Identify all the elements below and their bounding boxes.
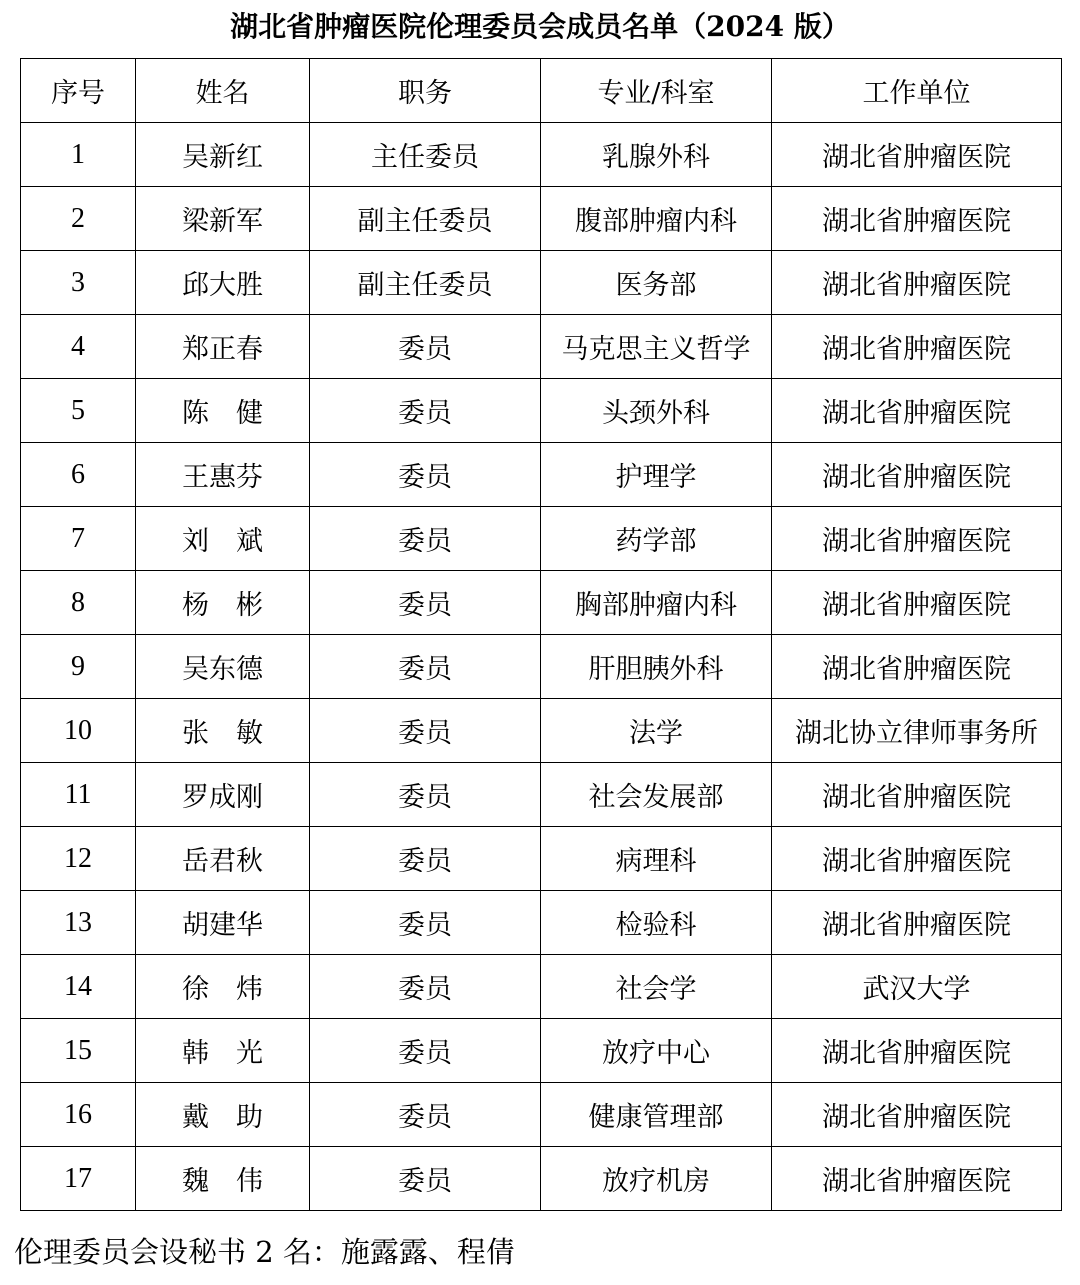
cell-name: 魏 伟 (136, 1147, 310, 1211)
cell-number: 1 (21, 123, 136, 187)
cell-name: 罗成刚 (136, 763, 310, 827)
cell-position: 主任委员 (310, 123, 541, 187)
table-row (21, 827, 1062, 891)
cell-specialty: 药学部 (541, 507, 772, 571)
table-row (21, 1147, 1062, 1211)
header-number: 序号 (21, 59, 136, 123)
cell-number: 10 (21, 699, 136, 763)
cell-specialty: 护理学 (541, 443, 772, 507)
header-specialty: 专业/科室 (541, 59, 772, 123)
cell-specialty: 社会学 (541, 955, 772, 1019)
table-row (21, 699, 1062, 763)
cell-specialty: 检验科 (541, 891, 772, 955)
cell-specialty: 胸部肿瘤内科 (541, 571, 772, 635)
cell-position: 副主任委员 (310, 251, 541, 315)
cell-unit: 湖北省肿瘤医院 (772, 187, 1062, 251)
cell-number: 2 (21, 187, 136, 251)
cell-unit: 湖北协立律师事务所 (772, 699, 1062, 763)
members-table-body (21, 123, 1062, 1211)
table-row (21, 251, 1062, 315)
cell-number: 4 (21, 315, 136, 379)
cell-unit: 湖北省肿瘤医院 (772, 571, 1062, 635)
header-unit: 工作单位 (772, 59, 1062, 123)
cell-name: 戴 助 (136, 1083, 310, 1147)
cell-unit: 湖北省肿瘤医院 (772, 507, 1062, 571)
cell-position: 委员 (310, 955, 541, 1019)
cell-specialty: 肝胆胰外科 (541, 635, 772, 699)
cell-specialty: 放疗中心 (541, 1019, 772, 1083)
cell-position: 委员 (310, 507, 541, 571)
cell-specialty: 社会发展部 (541, 763, 772, 827)
cell-number: 11 (21, 763, 136, 827)
cell-unit: 湖北省肿瘤医院 (772, 1147, 1062, 1211)
cell-specialty: 医务部 (541, 251, 772, 315)
cell-number: 3 (21, 251, 136, 315)
cell-position: 委员 (310, 699, 541, 763)
cell-unit: 湖北省肿瘤医院 (772, 123, 1062, 187)
document-title: 湖北省肿瘤医院伦理委员会成员名单（2024 版） (230, 10, 850, 43)
cell-number: 5 (21, 379, 136, 443)
table-row (21, 635, 1062, 699)
table-row (21, 891, 1062, 955)
cell-position: 委员 (310, 571, 541, 635)
cell-number: 6 (21, 443, 136, 507)
cell-unit: 湖北省肿瘤医院 (772, 251, 1062, 315)
cell-name: 郑正春 (136, 315, 310, 379)
cell-name: 韩 光 (136, 1019, 310, 1083)
table-row (21, 443, 1062, 507)
table-row (21, 379, 1062, 443)
cell-name: 徐 炜 (136, 955, 310, 1019)
cell-specialty: 放疗机房 (541, 1147, 772, 1211)
cell-name: 胡建华 (136, 891, 310, 955)
cell-unit: 湖北省肿瘤医院 (772, 635, 1062, 699)
cell-position: 委员 (310, 1019, 541, 1083)
cell-specialty: 健康管理部 (541, 1083, 772, 1147)
cell-specialty: 头颈外科 (541, 379, 772, 443)
cell-unit: 湖北省肿瘤医院 (772, 379, 1062, 443)
cell-specialty: 法学 (541, 699, 772, 763)
cell-position: 委员 (310, 315, 541, 379)
cell-position: 委员 (310, 827, 541, 891)
cell-position: 委员 (310, 1147, 541, 1211)
table-row (21, 187, 1062, 251)
cell-number: 7 (21, 507, 136, 571)
cell-specialty: 病理科 (541, 827, 772, 891)
cell-unit: 湖北省肿瘤医院 (772, 315, 1062, 379)
table-row (21, 315, 1062, 379)
cell-position: 委员 (310, 443, 541, 507)
cell-position: 委员 (310, 1083, 541, 1147)
cell-unit: 湖北省肿瘤医院 (772, 443, 1062, 507)
cell-specialty: 乳腺外科 (541, 123, 772, 187)
cell-position: 委员 (310, 635, 541, 699)
cell-number: 14 (21, 955, 136, 1019)
cell-unit: 湖北省肿瘤医院 (772, 763, 1062, 827)
cell-name: 张 敏 (136, 699, 310, 763)
secretary-note: 伦理委员会设秘书 2 名：施露露、程倩 (14, 1235, 515, 1269)
cell-position: 副主任委员 (310, 187, 541, 251)
cell-unit: 湖北省肿瘤医院 (772, 1019, 1062, 1083)
table-row (21, 1019, 1062, 1083)
cell-number: 12 (21, 827, 136, 891)
cell-number: 16 (21, 1083, 136, 1147)
cell-name: 杨 彬 (136, 571, 310, 635)
table-row (21, 955, 1062, 1019)
cell-unit: 武汉大学 (772, 955, 1062, 1019)
cell-name: 王惠芬 (136, 443, 310, 507)
cell-name: 邱大胜 (136, 251, 310, 315)
cell-specialty: 马克思主义哲学 (541, 315, 772, 379)
table-row (21, 123, 1062, 187)
cell-position: 委员 (310, 763, 541, 827)
cell-name: 吴新红 (136, 123, 310, 187)
cell-name: 吴东德 (136, 635, 310, 699)
cell-number: 17 (21, 1147, 136, 1211)
table-row (21, 763, 1062, 827)
cell-position: 委员 (310, 891, 541, 955)
cell-name: 陈 健 (136, 379, 310, 443)
cell-number: 8 (21, 571, 136, 635)
cell-unit: 湖北省肿瘤医院 (772, 891, 1062, 955)
cell-number: 9 (21, 635, 136, 699)
cell-unit: 湖北省肿瘤医院 (772, 1083, 1062, 1147)
table-row (21, 1083, 1062, 1147)
header-position: 职务 (310, 59, 541, 123)
cell-name: 刘 斌 (136, 507, 310, 571)
cell-number: 15 (21, 1019, 136, 1083)
cell-unit: 湖北省肿瘤医院 (772, 827, 1062, 891)
header-name: 姓名 (136, 59, 310, 123)
cell-name: 岳君秋 (136, 827, 310, 891)
table-row (21, 571, 1062, 635)
members-table (20, 58, 1062, 1211)
cell-number: 13 (21, 891, 136, 955)
table-header-row (21, 59, 1062, 123)
cell-position: 委员 (310, 379, 541, 443)
table-row (21, 507, 1062, 571)
cell-specialty: 腹部肿瘤内科 (541, 187, 772, 251)
cell-name: 梁新军 (136, 187, 310, 251)
